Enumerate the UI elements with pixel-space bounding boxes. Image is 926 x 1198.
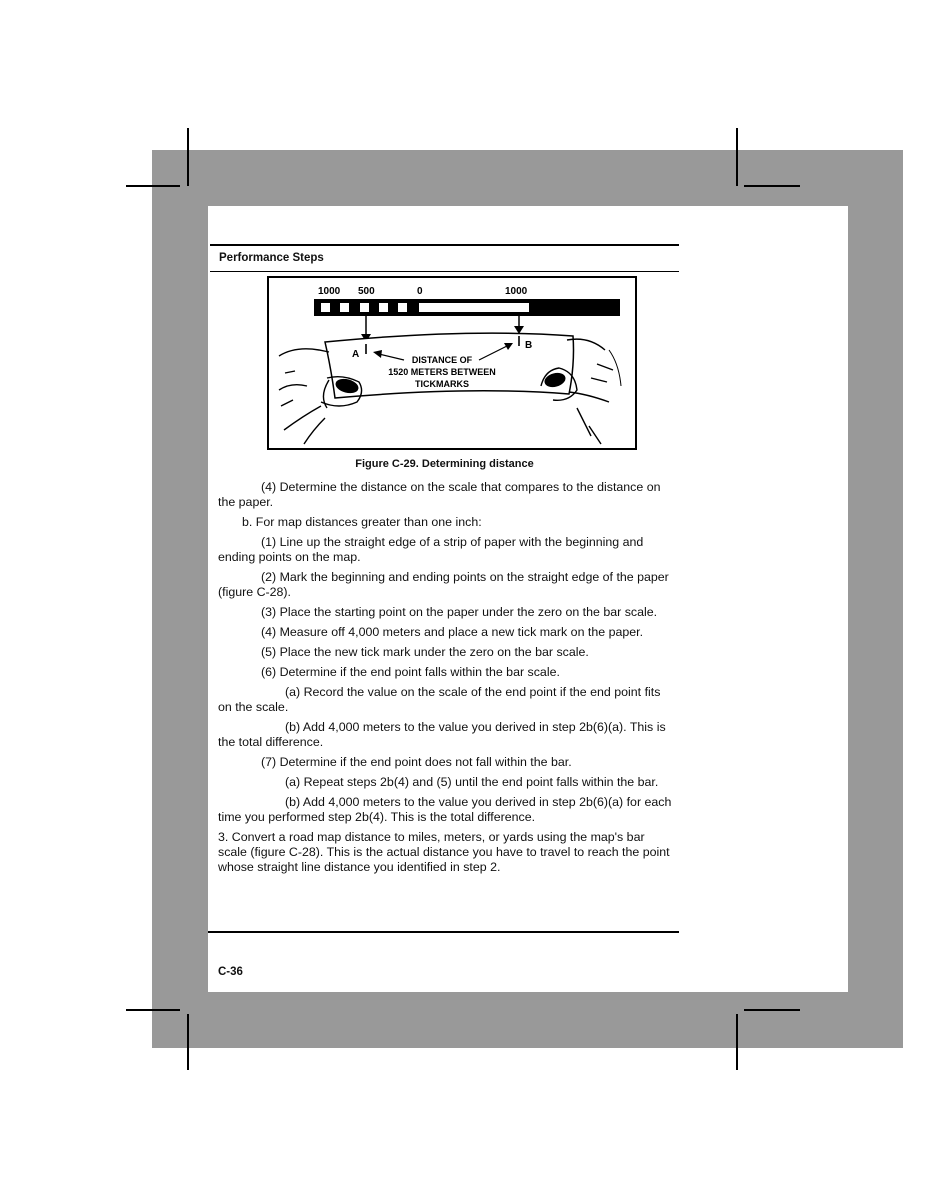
crop-mark: [744, 1009, 800, 1011]
figure-caption: Figure C-29. Determining distance: [355, 458, 534, 470]
point-a-label: A: [352, 349, 360, 360]
paragraph: (b) Add 4,000 meters to the value you derived in step 2b(6)(a). This is the total difference.: [218, 720, 666, 749]
crop-mark: [187, 128, 189, 186]
crop-mark: [736, 1014, 738, 1070]
bottom-rule: [208, 931, 679, 933]
page-number: C-36: [218, 966, 243, 978]
annotation-line-2: 1520 METERS BETWEEN: [388, 367, 496, 377]
crop-mark: [744, 185, 800, 187]
paragraph: (2) Mark the beginning and ending points on the straight edge of the paper (figure C-28).: [218, 570, 669, 599]
paragraph: (4) Measure off 4,000 meters and place a new tick mark on the paper.: [261, 625, 644, 639]
paragraph: (3) Place the starting point on the paper under the zero on the bar scale.: [261, 605, 658, 619]
scale-label-1000-left: 1000: [318, 286, 341, 297]
paragraph: (6) Determine if the end point falls within the bar scale.: [261, 665, 560, 679]
paragraph: (5) Place the new tick mark under the zero on the bar scale.: [261, 645, 589, 659]
section-header: [210, 244, 679, 272]
annotation-line-1: DISTANCE OF: [411, 355, 473, 365]
crop-mark: [126, 185, 180, 187]
paragraph: (7) Determine if the end point does not fall within the bar.: [261, 755, 572, 769]
paragraph: (1) Line up the straight edge of a strip of paper with the beginning and ending points on the map.: [218, 535, 644, 564]
scale-label-0: 0: [417, 286, 423, 297]
figure-illustration: [267, 276, 637, 450]
paragraph: (b) Add 4,000 meters to the value you derived in step 2b(6)(a) for each time you performed step 2b(4). This is the total difference.: [218, 795, 672, 824]
section-title: Performance Steps: [219, 252, 324, 264]
bar-scale: [314, 299, 620, 316]
crop-mark: [736, 128, 738, 186]
annotation-line-3: TICKMARKS: [415, 379, 469, 389]
scale-label-500: 500: [358, 286, 375, 297]
crop-mark: [126, 1009, 180, 1011]
body-text: [218, 480, 673, 880]
crop-mark: [187, 1014, 189, 1070]
scale-label-1000-right: 1000: [505, 286, 528, 297]
point-b-label: B: [525, 340, 533, 351]
paragraph: 3. Convert a road map distance to miles, meters, or yards using the map's bar scale (figure C-28). This is the actual distance you have to travel to reach the point whose straight line distance you identified in step 2.: [218, 830, 670, 874]
paragraph: (4) Determine the distance on the scale that compares to the distance on the paper.: [218, 480, 661, 509]
paragraph: (a) Record the value on the scale of the end point if the end point fits on the scale.: [218, 685, 661, 714]
paragraph: (a) Repeat steps 2b(4) and (5) until the end point falls within the bar.: [285, 775, 659, 789]
paragraph: b. For map distances greater than one inch:: [242, 515, 482, 529]
